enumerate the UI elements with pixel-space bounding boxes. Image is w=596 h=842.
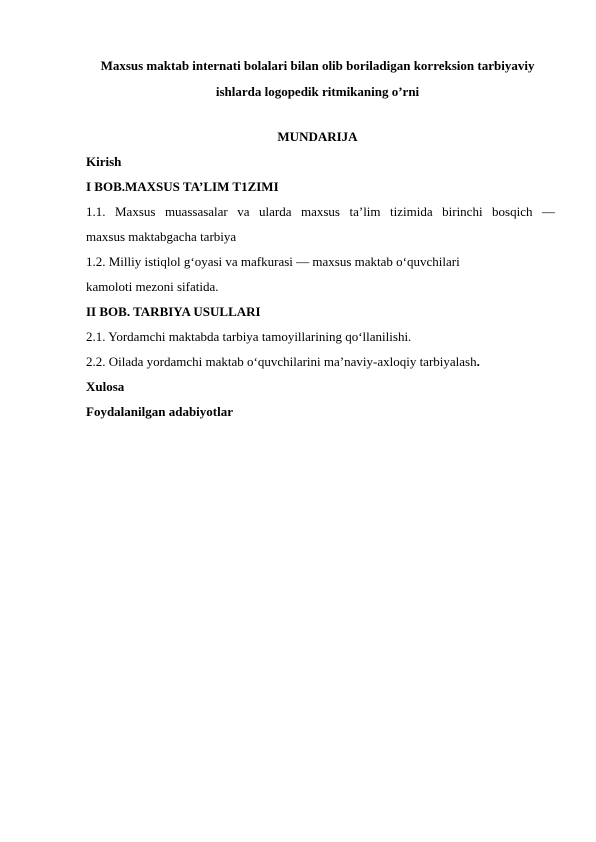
toc-section-2-1: 2.1. Yordamchi maktabda tarbiya tamoyillarining qo‘llanilishi. xyxy=(86,329,412,344)
toc-section-1-1-cont: maxsus maktabgacha tarbiya xyxy=(86,229,237,244)
toc-entry-xulosa: Xulosa xyxy=(86,379,125,394)
document-title-line-1: Maxsus maktab internati bolalari bilan olib boriladigan korreksion tarbiyaviy xyxy=(100,58,535,73)
toc-chapter-2: II BOB. TARBIYA USULLARI xyxy=(86,304,261,319)
toc-entry-references: Foydalanilgan adabiyotlar xyxy=(86,404,233,419)
toc-section-2-2-text: 2.2. Oilada yordamchi maktab o‘quvchilarini ma’naviy-axloqiy tarbiyalash xyxy=(86,354,477,369)
toc-section-2-2 xyxy=(86,353,480,371)
toc-heading: MUNDARIJA xyxy=(277,129,358,144)
document-title-line-2: ishlarda logopedik ritmikaning o’rni xyxy=(215,84,420,99)
toc-section-1-2-cont: kamoloti mezoni sifatida. xyxy=(86,279,219,294)
toc-entry-kirish: Kirish xyxy=(86,154,122,169)
toc-section-2-2-period: . xyxy=(476,354,480,369)
toc-section-1-2: 1.2. Milliy istiqlol g‘oyasi va mafkurasi — maxsus maktab o‘quvchilari xyxy=(86,254,460,269)
toc-section-1-1: 1.1. Maxsus muassasalar va ularda maxsus ta’lim tizimida birinchi bosqich — xyxy=(86,204,555,219)
toc-chapter-1: I BOB.MAXSUS TA’LIM T1ZIMI xyxy=(86,179,279,194)
